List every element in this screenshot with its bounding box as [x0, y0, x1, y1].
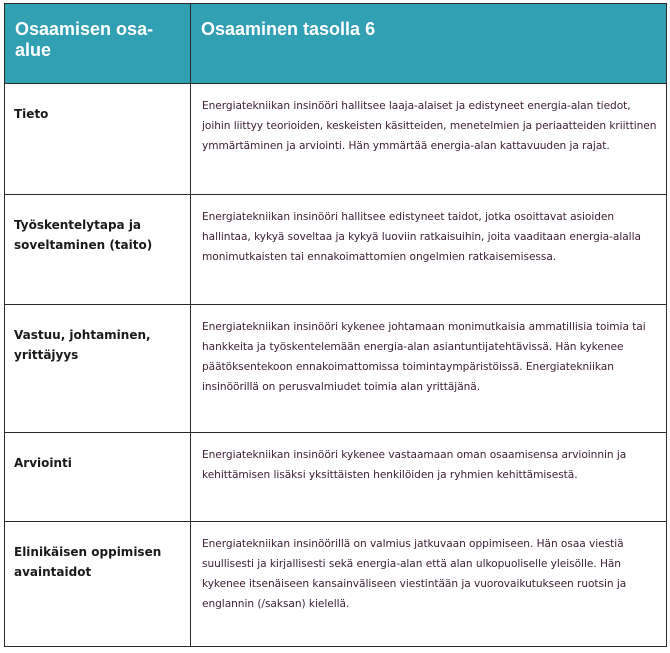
table-row [5, 522, 667, 647]
competence-description-cell: Energiatekniikan insinööri hallitsee edistyneet taidot, jotka osoittavat asioiden hallintaa, kykyä soveltaa ja kykyä luoviin ratkaisuihin, joita vaaditaan energia-alalla monimutkaisten tai ennakoimattomien ongelmien ratkaisemisessa. [191, 195, 667, 305]
header-competence-level: Osaaminen tasolla 6 [191, 4, 667, 84]
competence-table [4, 3, 667, 647]
competence-area-cell: Elinikäisen oppimisen avaintaidot [5, 522, 191, 647]
competence-area-cell: Vastuu, johtaminen, yrittäjyys [5, 305, 191, 433]
table-header-row [5, 4, 667, 84]
competence-description-cell: Energiatekniikan insinööri kykenee vastaamaan oman osaamisensa arvioinnin ja kehittämisen lisäksi yksittäisten henkilöiden ja ryhmien kehittämisestä. [191, 433, 667, 522]
table-row [5, 195, 667, 305]
competence-area-cell: Arviointi [5, 433, 191, 522]
table-row [5, 305, 667, 433]
competence-area-cell: Tieto [5, 84, 191, 195]
competence-description-cell: Energiatekniikan insinöörillä on valmius jatkuvaan oppimiseen. Hän osaa viestiä suullisesti ja kirjallisesti sekä energia-alan että alan ulkopuoliselle yleisölle. Hän kykenee itsenäiseen kansainväliseen viestintään ja vuorovaikutukseen ruotsin ja englannin (/saksan) kielellä. [191, 522, 667, 647]
competence-description-cell: Energiatekniikan insinööri hallitsee laaja-alaiset ja edistyneet energia-alan tiedot, joihin liittyy teorioiden, keskeisten käsitteiden, menetelmien ja periaatteiden kriittinen ymmärtäminen ja arviointi. Hän ymmärtää energia-alan kattavuuden ja rajat. [191, 84, 667, 195]
competence-description-cell: Energiatekniikan insinööri kykenee johtamaan monimutkaisia ammatillisia toimia tai hankkeita ja työskentelemään energia-alan asiantuntijatehtävissä. Hän kykenee päätöksentekoon ennakoimattomissa toimintaympäristöissä. Energiatekniikan insinöörillä on perusvalmiudet toimia alan yrittäjänä. [191, 305, 667, 433]
header-competence-area: Osaamisen osa-alue [5, 4, 191, 84]
competence-area-cell: Työskentelytapa ja soveltaminen (taito) [5, 195, 191, 305]
table-row [5, 433, 667, 522]
table-row [5, 84, 667, 195]
